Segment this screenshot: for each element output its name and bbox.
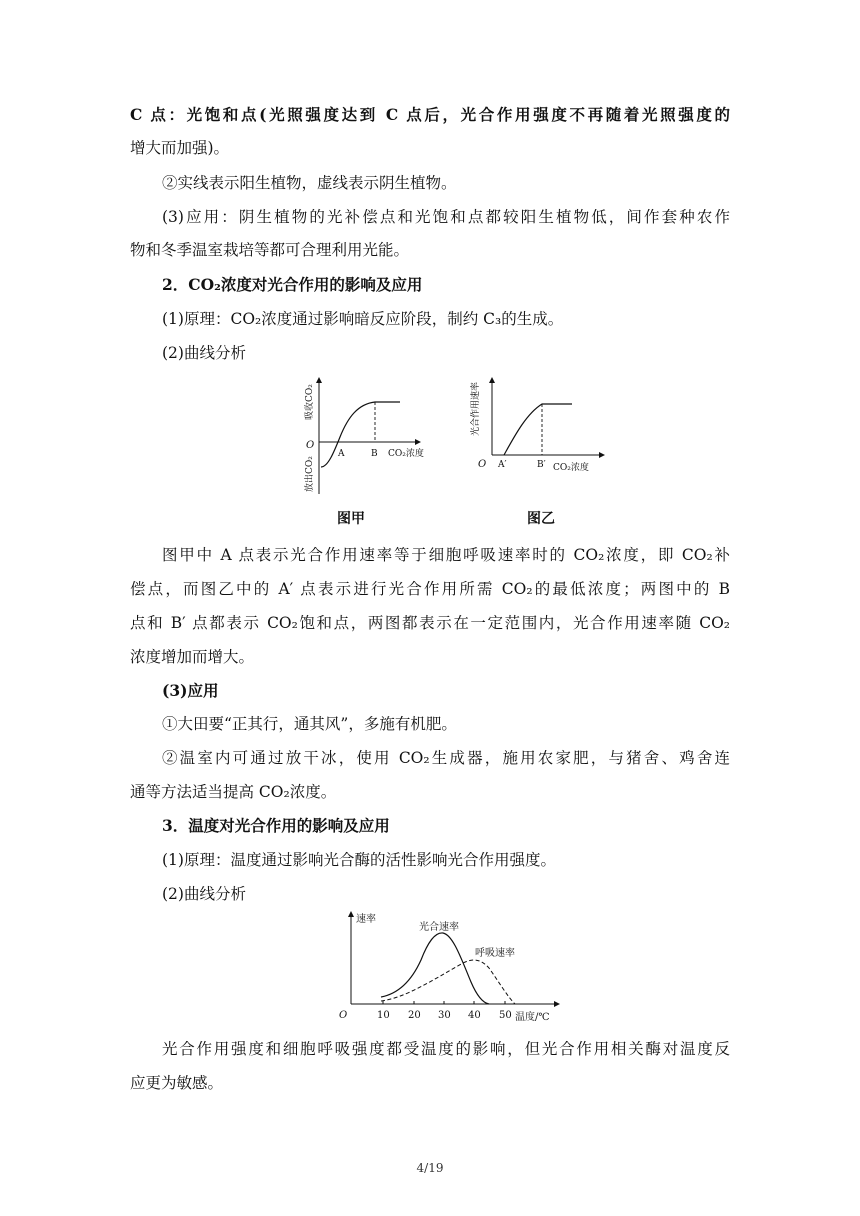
paragraph-greenhouse: ②温室内可通过放干冰，使用 CO₂生成器，施用农家肥，与猪舍、鸡舍连: [162, 749, 730, 767]
paragraph-c-point: C 点：光饱和点(光照强度达到 C 点后，光合作用强度不再随着光照强度的: [130, 105, 730, 124]
point-b-label: B: [371, 449, 378, 459]
figure-yi: [464, 372, 614, 482]
tick-label: 40: [468, 1010, 481, 1021]
paragraph-field: ①大田要“正其行，通其风”，多施有机肥。: [162, 715, 457, 733]
paragraph-application-heading: (3)应用: [162, 681, 219, 700]
tick-label: 50: [499, 1010, 512, 1021]
paragraph-greenhouse-cont: 通等方法适当提高 CO₂浓度。: [130, 783, 337, 801]
paragraph-temp-principle: (1)原理：温度通过影响光合酶的活性影响光合作用强度。: [162, 851, 556, 869]
paragraph-application: (3)应用：阴生植物的光补偿点和光饱和点都较阳生植物低，间作套种农作: [162, 208, 730, 226]
paragraph-explanation-3: 点和 B′ 点都表示 CO₂饱和点，两图都表示在一定范围内，光合作用速率随 CO₂: [130, 614, 730, 632]
caption-jia: 图甲: [337, 511, 365, 527]
paragraph-conclusion: 光合作用强度和细胞呼吸强度都受温度的影响，但光合作用相关酶对温度反: [162, 1040, 730, 1058]
paragraph-solid-dashed: ②实线表示阳生植物，虚线表示阴生植物。: [162, 174, 457, 192]
paragraph-conclusion-cont: 应更为敏感。: [130, 1074, 224, 1092]
paragraph-application-cont: 物和冬季温室栽培等都可合理利用光能。: [130, 241, 410, 259]
y-label-absorb: 吸收CO₂: [305, 384, 315, 420]
x-axis-label: CO₂浓度: [388, 449, 424, 459]
point-a-label: A: [338, 449, 345, 459]
paragraph-co2-principle: (1)原理：CO₂浓度通过影响暗反应阶段，制约 C₃的生成。: [162, 310, 564, 328]
paragraph-explanation-4: 浓度增加而增大。: [130, 648, 255, 666]
x-axis-label: 温度/℃: [515, 1012, 550, 1023]
figure-temperature: [335, 908, 565, 1026]
photosynthesis-label: 光合速率: [419, 922, 459, 933]
origin-label: O: [339, 1010, 348, 1021]
y-label-release: 放出CO₂: [305, 456, 315, 492]
tick-label: 30: [438, 1010, 451, 1021]
point-a-prime-label: A′: [498, 460, 507, 470]
y-axis-label: 光合作用速率: [471, 381, 481, 436]
figure-jia: [290, 372, 440, 500]
paragraph-explanation-2: 偿点，而图乙中的 A′ 点表示进行光合作用所需 CO₂的最低浓度；两图中的 B: [130, 580, 730, 598]
x-axis-label: CO₂浓度: [553, 463, 589, 473]
tick-label: 20: [408, 1010, 421, 1021]
y-axis-label: 速率: [356, 914, 376, 925]
rate-curve: [504, 404, 572, 455]
paragraph-c-point-cont: 增大而加强)。: [130, 139, 230, 157]
paragraph-explanation: 图甲中 A 点表示光合作用速率等于细胞呼吸速率时的 CO₂浓度，即 CO₂补: [162, 546, 730, 564]
section-heading-co2: 2．CO₂浓度对光合作用的影响及应用: [162, 275, 423, 294]
tick-label: 10: [377, 1010, 390, 1021]
page-number: 4/19: [416, 1161, 444, 1175]
origin-label: O: [306, 440, 315, 451]
origin-label: O: [478, 459, 487, 470]
caption-yi: 图乙: [527, 511, 555, 527]
section-heading-temp: 3．温度对光合作用的影响及应用: [162, 816, 390, 835]
respiration-label: 呼吸速率: [475, 948, 515, 959]
paragraph-temp-curve: (2)曲线分析: [162, 885, 246, 903]
paragraph-curve-analysis: (2)曲线分析: [162, 344, 246, 362]
point-b-prime-label: B′: [537, 460, 546, 470]
photosynthesis-curve: [381, 933, 489, 1004]
respiration-curve: [381, 960, 515, 1004]
